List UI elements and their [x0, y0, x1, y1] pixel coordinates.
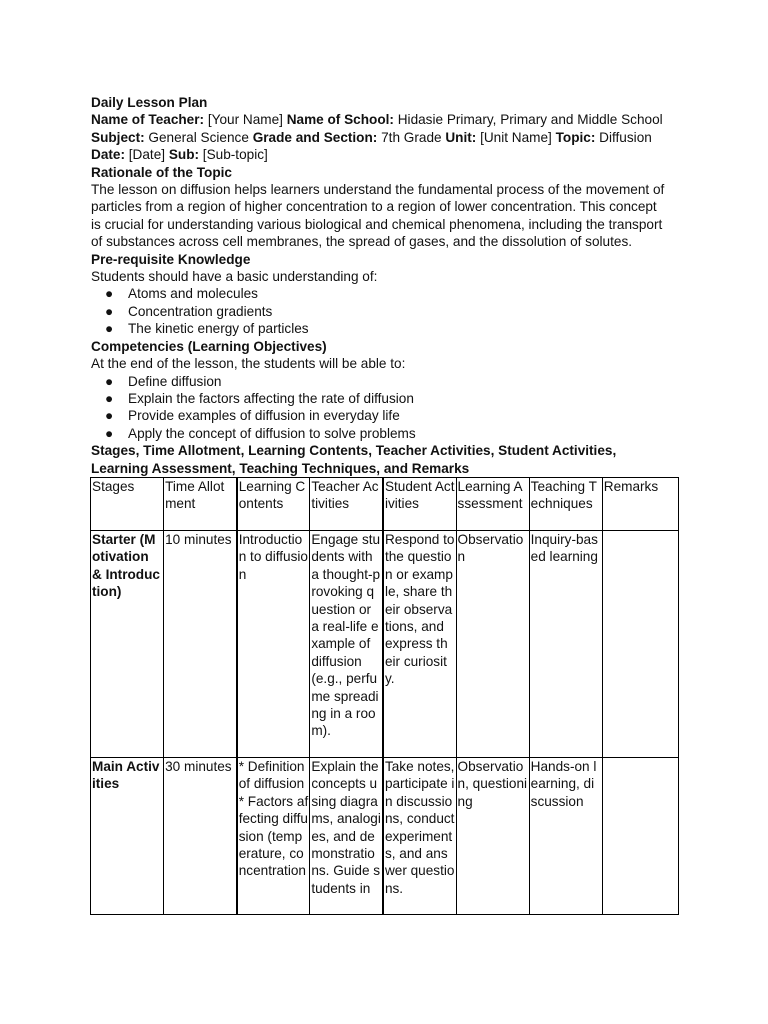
teacher-label: Name of Teacher: [91, 112, 205, 128]
cell-stage: Starter (Motivation & Introduction) [91, 531, 164, 758]
list-item: ● Define diffusion [105, 373, 222, 389]
rationale-line: particles from a region of higher concentration to a region of lower concentration. This concept [91, 199, 657, 215]
rationale-line: of substances across cell membranes, the spread of gases, and the dissolution of solutes. [91, 234, 633, 250]
header-student-activities: Student Activities [383, 478, 456, 531]
header-teacher-activities: Teacher Activities [310, 478, 383, 531]
lesson-plan-text [91, 94, 691, 477]
document-title: Daily Lesson Plan [91, 95, 208, 110]
rationale-line: The lesson on diffusion helps learners understand the fundamental process of the movement of [91, 182, 665, 198]
stages-heading-cont: Learning Assessment, Teaching Techniques, and Remarks [91, 460, 470, 476]
sub-value: [Sub-topic] [199, 147, 268, 163]
subject-line [91, 129, 691, 146]
header-stages: Stages [91, 478, 164, 531]
competencies-list [91, 373, 691, 443]
cell-assessment: Observation, questioning [456, 758, 529, 915]
table-row [91, 758, 679, 915]
prereq-heading: Pre-requisite Knowledge [91, 251, 251, 267]
cell-remarks [602, 758, 678, 915]
list-item: ● Provide examples of diffusion in everyday life [105, 408, 400, 424]
cell-techniques: Inquiry-based learning [529, 531, 602, 758]
school-value: Hidasie Primary, Primary and Middle School [393, 112, 663, 128]
bullet-icon: ● [105, 390, 114, 406]
lesson-plan-table [90, 477, 679, 915]
teacher-school-line [91, 111, 691, 128]
cell-time: 10 minutes [164, 531, 237, 758]
cell-stage: Main Activities [91, 758, 164, 915]
date-label: Date: [91, 147, 125, 163]
subject-label: Subject: [91, 129, 145, 145]
competencies-intro: At the end of the lesson, the students will be able to: [91, 356, 406, 372]
rationale-heading: Rationale of the Topic [91, 164, 232, 180]
rationale-line: is crucial for understanding various biological and chemical phenomena, including the transport [91, 216, 663, 232]
header-teaching-techniques: Teaching Techniques [529, 478, 602, 531]
date-line [91, 146, 691, 163]
prereq-list [91, 285, 691, 337]
header-remarks: Remarks [602, 478, 678, 531]
sub-label: Sub: [168, 147, 200, 163]
cell-contents: Introduction to diffusion [237, 531, 310, 758]
cell-time: 30 minutes [164, 758, 237, 915]
bullet-icon: ● [105, 408, 114, 424]
cell-assessment: Observation [456, 531, 529, 758]
prereq-intro: Students should have a basic understanding of: [91, 269, 378, 285]
topic-value: Diffusion [595, 129, 652, 145]
bullet-icon: ● [105, 425, 114, 441]
topic-label: Topic: [555, 129, 596, 145]
school-label: Name of School: [286, 112, 394, 128]
cell-student: Take notes, participate in discussions, conduct experiments, and answer questions. [383, 758, 456, 915]
date-value: [Date] [125, 147, 169, 163]
cell-remarks [602, 531, 678, 758]
list-item: ● The kinetic energy of particles [105, 321, 309, 337]
header-learning-contents: Learning Contents [237, 478, 310, 531]
list-item: ● Apply the concept of diffusion to solve problems [105, 425, 416, 441]
bullet-icon: ● [105, 373, 114, 389]
list-item: ● Concentration gradients [105, 303, 273, 319]
table-row [91, 531, 679, 758]
grade-value: 7th Grade [377, 129, 446, 145]
table-header-row [91, 478, 679, 531]
list-item: ● Explain the factors affecting the rate of diffusion [105, 390, 414, 406]
bullet-icon: ● [105, 321, 114, 337]
cell-student: Respond to the question or example, share their observations, and express their curiosity. [383, 531, 456, 758]
grade-label: Grade and Section: [252, 129, 378, 145]
cell-contents: * Definition of diffusion * Factors affecting diffusion (temperature, concentration [237, 758, 310, 915]
stages-heading: Stages, Time Allotment, Learning Contents, Teacher Activities, Student Activities, [91, 443, 617, 459]
bullet-icon: ● [105, 286, 114, 302]
list-item: ● Atoms and molecules [105, 286, 258, 302]
cell-teacher: Explain the concepts using diagrams, analogies, and demonstrations. Guide students in [310, 758, 383, 915]
competencies-heading: Competencies (Learning Objectives) [91, 338, 327, 354]
header-learning-assessment: Learning Assessment [456, 478, 529, 531]
subject-value: General Science [144, 129, 253, 145]
bullet-icon: ● [105, 303, 114, 319]
unit-value: [Unit Name] [476, 129, 556, 145]
teacher-value: [Your Name] [204, 112, 287, 128]
cell-techniques: Hands-on learning, discussion [529, 758, 602, 915]
unit-label: Unit: [445, 129, 477, 145]
cell-teacher: Engage students with a thought-provoking question or a real-life example of diffusion (e.g., perfume spreading in a room). [310, 531, 383, 758]
header-time-allotment: Time Allotment [164, 478, 237, 531]
